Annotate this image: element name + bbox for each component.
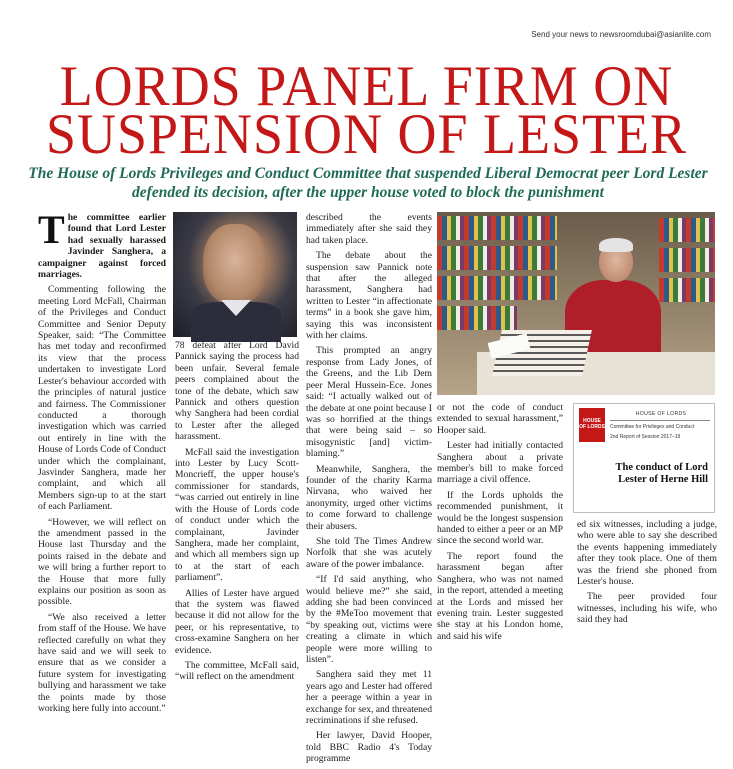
paragraph: The debate about the suspension saw Pannick note that after the alleged harassment, Sanghera had written to Lester “in affectionate terms” in a book she gave him, saying this was inconsistent with her claims. [306, 250, 432, 342]
news-contact-note [531, 30, 711, 39]
news-contact-text: Send your news to newsroomdubai@asianlite.com [531, 30, 711, 39]
headline-line-2: SUSPENSION OF LESTER [45, 102, 688, 166]
lead-text: he committee earlier found that Lord Lester had sexually harassed Javinder Sanghera, a campaigner against forced marriages. [38, 212, 166, 281]
paragraph: “We also received a letter from staff of the House. We have reflected carefully on what they have said and we will seek to ensure that as we consider a future system for investigating bullying and harassment we take the points made by those working here fully into account.” [38, 611, 166, 715]
paragraph: or not the code of conduct extended to sexual harassment,” Hooper said. [437, 402, 563, 436]
lead-paragraph [38, 207, 166, 281]
bookshelf [659, 218, 715, 242]
article-column-3 [306, 212, 432, 769]
drop-cap: T [38, 207, 65, 252]
bookshelf [437, 276, 557, 300]
report-session: 2nd Report of Session 2017–19 [610, 434, 681, 440]
article-column-4 [437, 402, 563, 646]
paragraph: 78 defeat after Lord David Pannick saying the process had been unfair. Several female peers complained about the tone of the debate, which saw Pannick and others question why Sanghera had been cordial to Lester after the alleged harassment. [175, 340, 299, 443]
paragraph: The report found the harassment began after Sanghera, who was not named in the report, attended a meeting at the Lords and missed her evening train. Lester suggested she stay at his London home, and said his wife [437, 550, 563, 642]
paragraph: If the Lords upholds the recommended punishment, it would be the longest suspension handed to either a peer or an MP since the second world war. [437, 489, 563, 547]
paragraph: The committee, McFall said, “will reflect on the amendment [175, 659, 299, 683]
standfirst: The House of Lords Privileges and Conduct Committee that suspended Liberal Democrat peer Lord Lester defended its decision, after the upper house voted to block the punishment [28, 165, 708, 201]
paragraph: This prompted an angry response from Lady Jones, of the Greens, and the Lib Dem peer Meral Hussein-Ece. Jones said: “I actually walked out of the debate at one point because I was so horrified at the things that were being said – so misogynistic [and] victim-blaming.” [306, 345, 432, 460]
paragraph: Her lawyer, David Hooper, told BBC Radio 4's Today programme [306, 730, 432, 765]
bookshelf [437, 216, 557, 240]
paragraph: She told The Times Andrew Norfolk that she was acutely aware of the power imbalance. [306, 535, 432, 570]
paragraph: “However, we will reflect on the amendment passed in the House last Thursday and the points raised in the debate and we will bring a further report to the House that more fully explains our position as soon as possible. [38, 516, 166, 608]
report-house-label: HOUSE OF LORDS [635, 411, 687, 417]
house-of-lords-crest-icon [579, 408, 605, 442]
portrait-face [203, 224, 267, 304]
man-hair [599, 238, 633, 252]
report-title: The conduct of Lord Lester of Herne Hill [615, 462, 708, 485]
bookshelf [437, 246, 557, 270]
bookshelf [659, 248, 715, 272]
bookshelf [659, 278, 715, 302]
article-column-5 [577, 519, 717, 630]
bookshop-signing-photo [437, 212, 715, 395]
paragraph: McFall said the investigation into Lester by Lucy Scott-Moncrieff, the upper house's commissioner for standards, “was carried out entirely in line with the House of Lords code of conduct under which the complainant, Javinder Sanghera, made her complaint, and which all members sign up to at the start of each parliament”. [175, 446, 299, 584]
lords-report-cover [573, 403, 715, 513]
paragraph: ed six witnesses, including a judge, who were able to say she described the events happening immediately after they took place. One of them was the friend she phoned from Lester's house. [577, 519, 717, 588]
article-column-1 [38, 207, 166, 718]
paragraph: The peer provided four witnesses, including his wife, who said they had [577, 591, 717, 626]
paragraph: described the events immediately after she said they had taken place. [306, 212, 432, 246]
article-column-2 [175, 340, 299, 687]
paragraph: Sanghera said they met 11 years ago and Lester had offered her a peerage within a year in exchange for sex, and threatened recriminations if she refused. [306, 669, 432, 727]
paragraph: Meanwhile, Sanghera, the founder of the charity Karma Nirvana, who waived her anonymity, urged other victims to come forward to challenge their abusers. [306, 463, 432, 532]
report-committee: Committee for Privileges and Conduct [610, 424, 695, 430]
crest-label: HOUSE OF LORDS [579, 418, 605, 430]
headline-line-1: LORDS PANEL FIRM ON [59, 54, 674, 118]
lord-lester-portrait-photo [173, 212, 297, 337]
paragraph: Allies of Lester have argued that the system was flawed because it did not allow for the peer, or his representative, to cross-examine Sanghera on her evidence. [175, 587, 299, 656]
paragraph: Lester had initially contacted Sanghera about a private member's bill to make forced marriage a civil offence. [437, 440, 563, 486]
bookshelf [437, 306, 517, 330]
paragraph: “If I'd said anything, who would believe me?” she said, adding she had been convinced by the #MeToo movement that “by speaking out, victims were creating a climate in which people were more willing to listen”. [306, 574, 432, 666]
report-divider [610, 420, 710, 421]
paragraph: Commenting following the meeting Lord McFall, Chairman of the Privileges and Conduct Committee and Senior Deputy Speaker, said: “The Committee has met today and reconfirmed its view that the process undertaken to investigate Lord Lester's behaviour accorded with the principles of natural justice and fairness. The Commissioner conducted a thorough investigation which was carried out entirely in line with the House of Lords Code of Conduct under which the complainant, Jasvinder Sanghera, made her complaint, and which all Members sign-up to at the start of each Parliament. [38, 284, 166, 513]
